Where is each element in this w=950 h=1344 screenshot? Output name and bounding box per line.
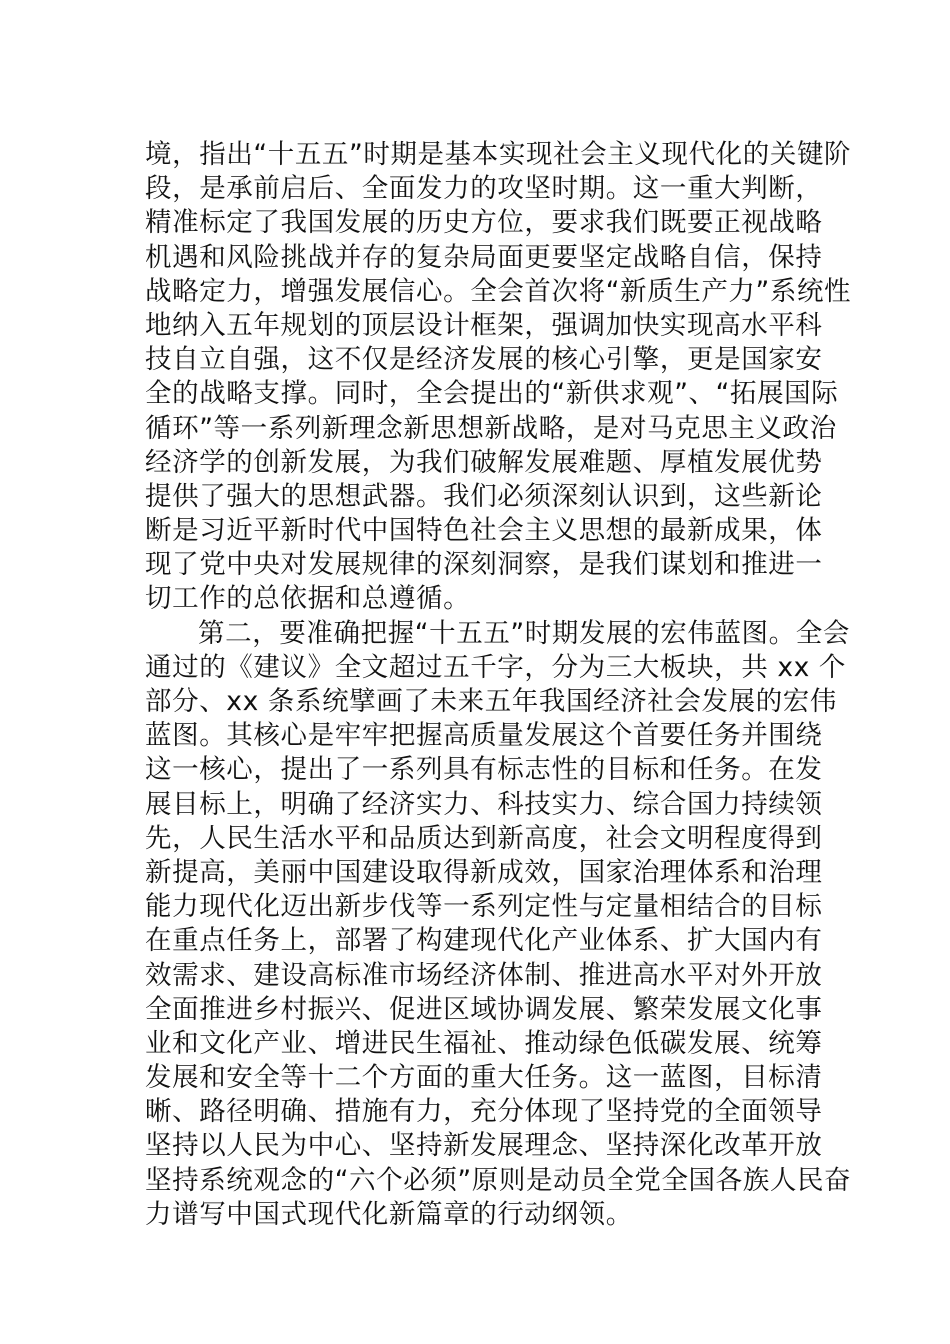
text-line: 技自立自强，这不仅是经济发展的核心引擎，更是国家安 — [145, 344, 823, 376]
text-line: 蓝图。其核心是牢牢把握高质量发展这个首要任务并围绕 — [145, 720, 823, 752]
text-line: 部分、xx 条系统擘画了未来五年我国经济社会发展的宏伟 — [145, 686, 837, 717]
text-line: 这一核心，提出了一系列具有标志性的目标和任务。在发 — [145, 754, 823, 786]
text-line: 晰、路径明确、措施有力，充分体现了坚持党的全面领导 — [145, 1096, 823, 1128]
text-line: 循环”等一系列新理念新思想新战略，是对马克思主义政治 — [145, 412, 837, 444]
paragraph-2 — [145, 617, 852, 1232]
text-line: 展目标上，明确了经济实力、科技实力、综合国力持续领 — [145, 788, 823, 820]
paragraph-1 — [145, 138, 852, 617]
text-line: 第二，要准确把握“十五五”时期发展的宏伟蓝图。全会 — [198, 617, 850, 649]
text-line: 坚持以人民为中心、坚持新发展理念、坚持深化改革开放 — [145, 1130, 823, 1162]
text-line: 地纳入五年规划的顶层设计框架，强调加快实现高水平科 — [145, 309, 823, 341]
text-line: 经济学的创新发展，为我们破解发展难题、厚植发展优势 — [145, 446, 823, 478]
text-line: 全的战略支撑。同时，全会提出的“新供求观”、“拓展国际 — [145, 378, 839, 410]
text-line: 坚持系统观念的“六个必须”原则是动员全党全国各族人民奋 — [145, 1164, 852, 1196]
text-line: 力谱写中国式现代化新篇章的行动纲领。 — [145, 1198, 633, 1230]
document-page — [145, 138, 852, 1232]
text-line: 精准标定了我国发展的历史方位，要求我们既要正视战略 — [145, 207, 823, 239]
text-line: 机遇和风险挑战并存的复杂局面更要坚定战略自信，保持 — [145, 241, 823, 273]
text-line: 战略定力，增强发展信心。全会首次将“新质生产力”系统性 — [145, 275, 852, 307]
text-line: 切工作的总依据和总遵循。 — [145, 583, 471, 615]
text-line: 断是习近平新时代中国特色社会主义思想的最新成果，体 — [145, 515, 823, 547]
text-line: 通过的《建议》全文超过五千字，分为三大板块，共 xx 个 — [145, 651, 847, 683]
text-line: 在重点任务上，部署了构建现代化产业体系、扩大国内有 — [145, 925, 823, 957]
text-line: 现了党中央对发展规律的深刻洞察，是我们谋划和推进一 — [145, 549, 823, 581]
text-line: 能力现代化迈出新步伐等一系列定性与定量相结合的目标 — [145, 891, 823, 923]
text-line: 境，指出“十五五”时期是基本实现社会主义现代化的关键阶 — [145, 139, 852, 170]
text-line: 先，人民生活水平和品质达到新高度，社会文明程度得到 — [145, 822, 823, 854]
text-line: 新提高，美丽中国建设取得新成效，国家治理体系和治理 — [145, 856, 823, 888]
text-line: 提供了强大的思想武器。我们必须深刻认识到，这些新论 — [145, 480, 823, 512]
text-line: 发展和安全等十二个方面的重大任务。这一蓝图，目标清 — [145, 1062, 823, 1094]
text-line: 业和文化产业、增进民生福祉、推动绿色低碳发展、统筹 — [145, 1027, 823, 1059]
text-line: 全面推进乡村振兴、促进区域协调发展、繁荣发展文化事 — [145, 993, 823, 1025]
text-line: 段，是承前启后、全面发力的攻坚时期。这一重大判断， — [145, 173, 823, 205]
text-line: 效需求、建设高标准市场经济体制、推进高水平对外开放 — [145, 959, 823, 991]
